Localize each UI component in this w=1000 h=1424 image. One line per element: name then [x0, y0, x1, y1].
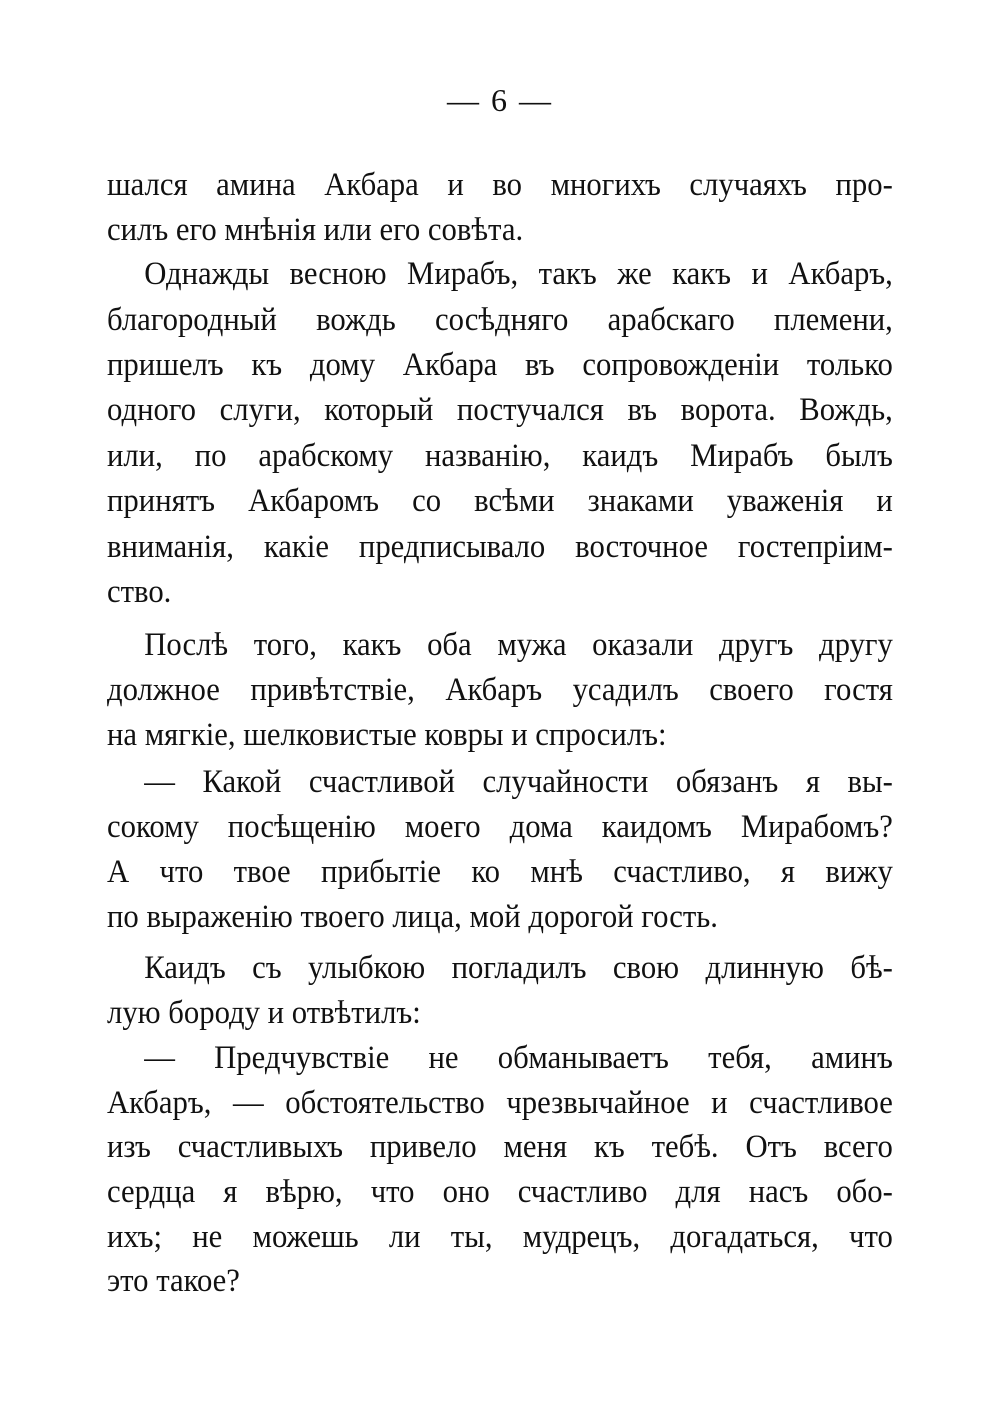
text-line: ство.	[107, 574, 172, 610]
text-line: или, по арабскому названію, каидъ Мирабъ былъ	[107, 438, 893, 474]
text-line: по выраженію твоего лица, мой дорогой гость.	[107, 899, 718, 935]
text-line: — Предчувствіе не обманываетъ тебя, аминъ	[144, 1040, 893, 1076]
text-line: Послѣ того, какъ оба мужа оказали другъ другу	[144, 627, 893, 663]
text-line: на мягкіе, шелковистые ковры и спросилъ:	[107, 717, 667, 753]
text-line: должное привѣтствіе, Акбаръ усадилъ своего гостя	[107, 672, 893, 708]
page-number: — 6 —	[447, 82, 553, 118]
text-line: Акбаръ, — обстоятельство чрезвычайное и счастливое	[107, 1085, 893, 1121]
text-line: силъ его мнѣнія или его совѣта.	[107, 212, 524, 248]
text-line: одного слуги, который постучался въ ворота. Вождь,	[107, 392, 893, 428]
text-line: ихъ; не можешь ли ты, мудрецъ, догадаться, что	[107, 1219, 893, 1255]
text-line: вниманія, какіе предписывало восточное гостепріим-	[107, 529, 893, 565]
text-line: лую бороду и отвѣтилъ:	[107, 995, 421, 1031]
text-line: сердца я вѣрю, что оно счастливо для насъ обо-	[107, 1174, 893, 1210]
text-line: А что твое прибытіе ко мнѣ счастливо, я вижу	[107, 854, 893, 890]
text-line: Однажды весною Мирабъ, такъ же какъ и Акбаръ,	[144, 256, 893, 292]
text-line: принятъ Акбаромъ со всѣми знаками уваженія и	[107, 483, 893, 519]
text-line: благородный вождь сосѣдняго арабскаго племени,	[107, 302, 893, 338]
text-line: пришелъ къ дому Акбара въ сопровожденіи только	[107, 347, 893, 383]
text-line: — Какой счастливой случайности обязанъ я вы-	[144, 764, 893, 800]
text-line: изъ счастливыхъ привело меня къ тебѣ. Отъ всего	[107, 1129, 893, 1165]
text-line: сокому посѣщенію моего дома каидомъ Мирабомъ?	[107, 809, 893, 845]
text-line: шался амина Акбара и во многихъ случаяхъ про-	[107, 167, 893, 203]
text-line: это такое?	[107, 1263, 240, 1299]
text-line: Каидъ съ улыбкою погладилъ свою длинную бѣ-	[144, 950, 893, 986]
